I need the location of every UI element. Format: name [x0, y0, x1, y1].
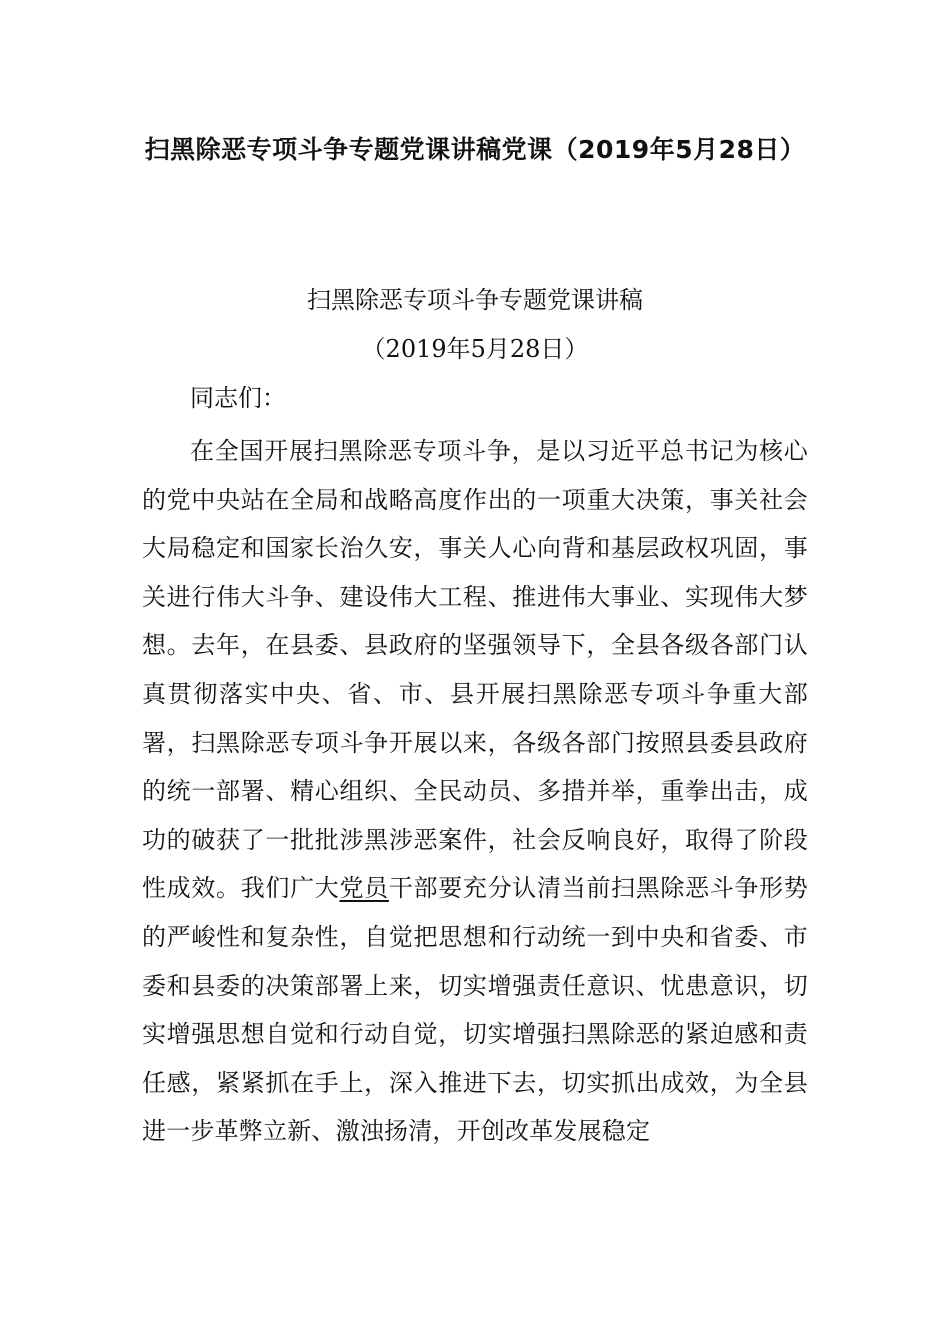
paragraph-text-part1: 在全国开展扫黑除恶专项斗争，是以习近平总书记为核心的党中央站在全局和战略高度作出的一项重大决策，事关社会大局稳定和国家长治久安，事关人心向背和基层政权巩固，事关进行伟大斗争、建设伟大工程、推进伟大事业、实现伟大梦想。去年，在县委、县政府的坚强领导下，全县各级各部门认真贯彻落实中央、省、市、县开展扫黑除恶专项斗争重大部署，扫黑除恶专项斗争开展以来，各级各部门按照县委县政府的统一部署、精心组织、全民动员、多措并举，重拳出击，成功的破获了一批批涉黑涉恶案件，社会反响良好，取得了阶段性成效。我们广大: [142, 437, 808, 903]
speech-date: （2019年5月28日）: [361, 335, 589, 363]
document-title: 扫黑除恶专项斗争专题党课讲稿党课（2019年5月28日）: [144, 135, 806, 164]
body-paragraph: [142, 427, 808, 1156]
salutation: 同志们：: [190, 384, 286, 412]
paragraph-text-part2: 干部要充分认清当前扫黑除恶斗争形势的严峻性和复杂性，自觉把思想和行动统一到中央和省委、市委和县委的决策部署上来，切实增强责任意识、忧患意识，切实增强思想自觉和行动自觉，切实增强扫黑除恶的紧迫感和责任感，紧紧抓在手上，深入推进下去，切实抓出成效，为全县进一步革弊立新、激浊扬清，开创改革发展稳定: [142, 874, 808, 1146]
party-member-link[interactable]: 党员: [339, 874, 389, 903]
speech-title: 扫黑除恶专项斗争专题党课讲稿: [307, 286, 643, 314]
